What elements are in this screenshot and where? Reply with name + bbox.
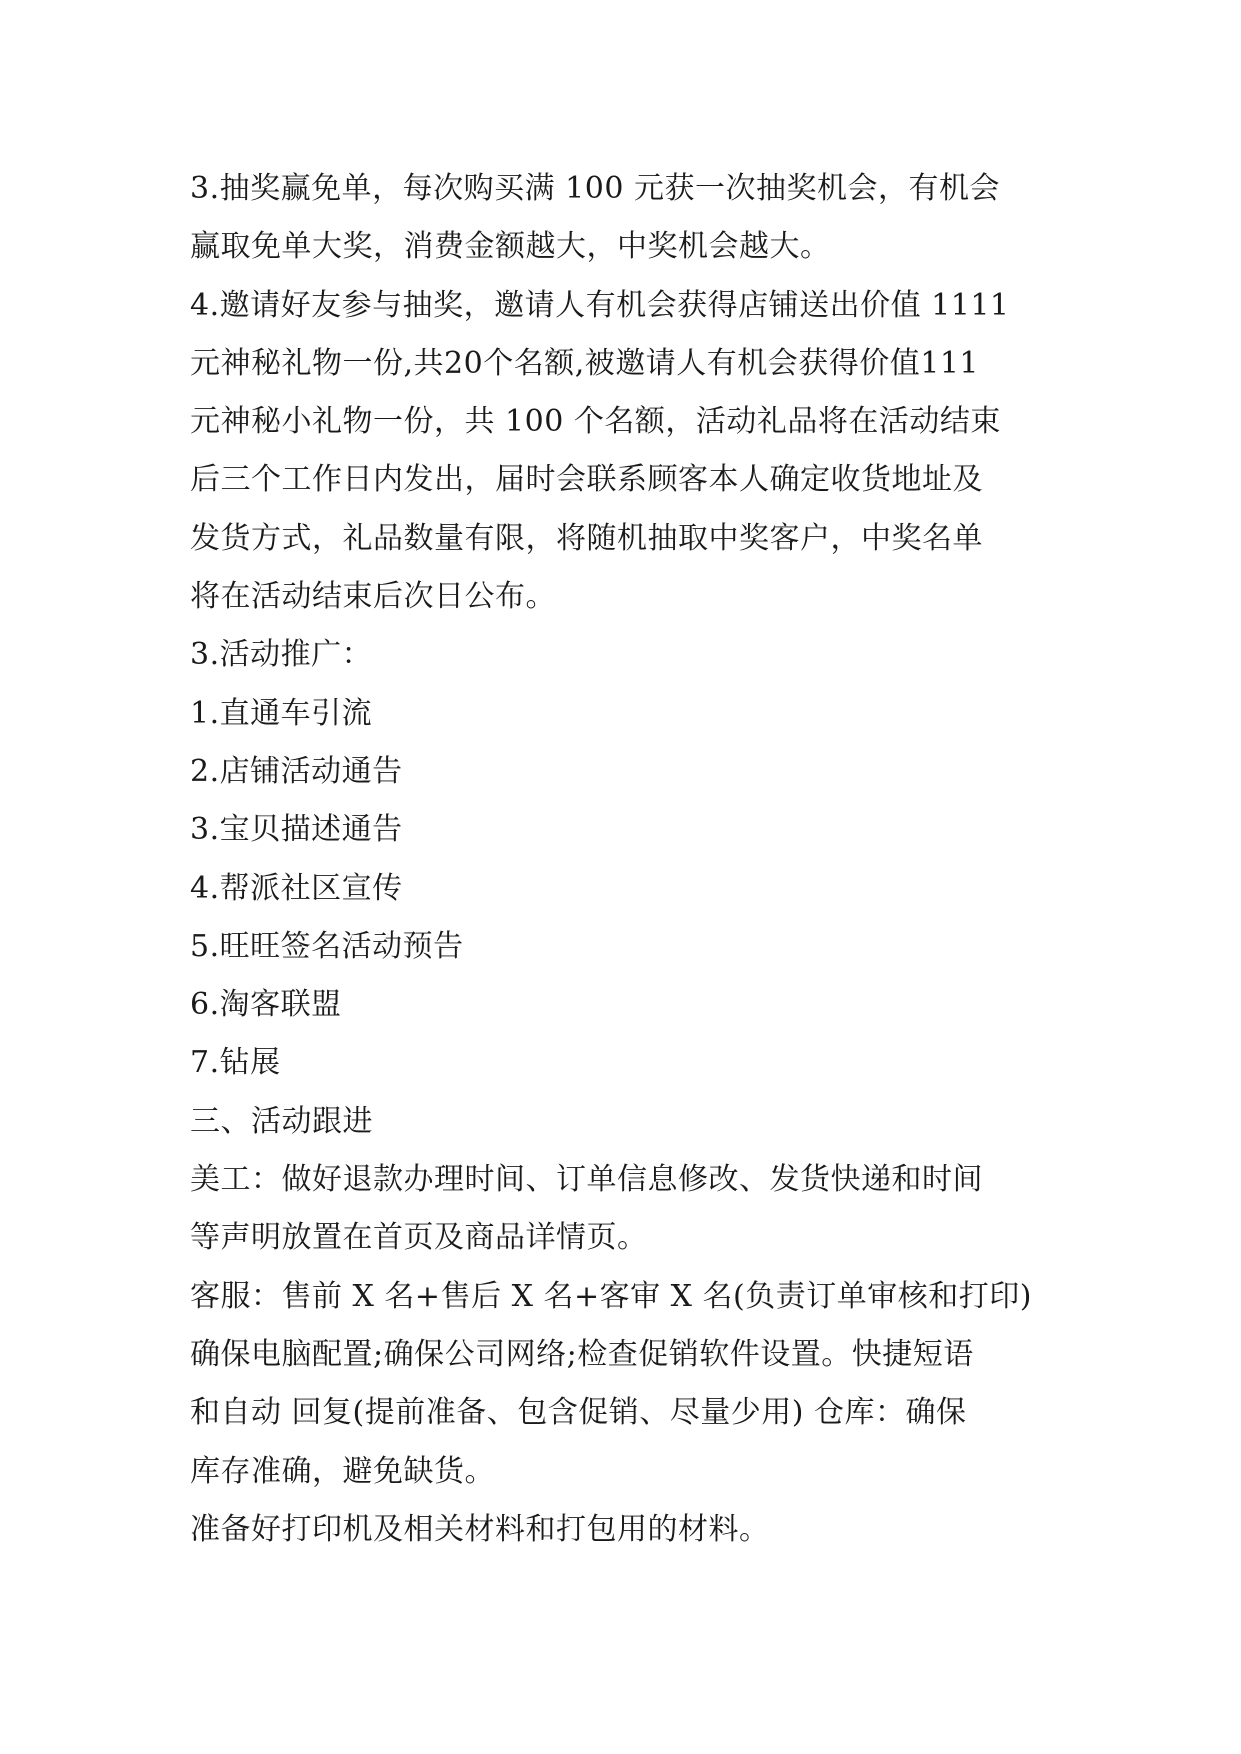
section-heading: 3.活动推广： — [190, 637, 373, 673]
text-line: 后三个工作日内发出，届时会联系顾客本人确定收货地址及 — [190, 462, 983, 498]
document-body — [190, 160, 1060, 1559]
text-line: 和自动 回复(提前准备、包含促销、尽量少用) 仓库：确保 — [190, 1395, 967, 1431]
section-heading: 三、活动跟进 — [190, 1103, 373, 1139]
list-item: 2.店铺活动通告 — [190, 753, 403, 789]
text-line: 库存准确，避免缺货。 — [190, 1453, 495, 1489]
list-item: 7.钻展 — [190, 1045, 281, 1081]
text-line: 美工：做好退款办理时间、订单信息修改、发货快递和时间 — [190, 1162, 983, 1198]
list-item: 5.旺旺签名活动预告 — [190, 928, 464, 964]
text-line: 发货方式，礼品数量有限，将随机抽取中奖客户，中奖名单 — [190, 520, 983, 556]
text-line: 4.邀请好友参与抽奖，邀请人有机会获得店铺送出价值 1111 — [190, 287, 1010, 323]
list-item: 3.宝贝描述通告 — [190, 812, 403, 848]
list-item: 1.直通车引流 — [190, 695, 373, 731]
text-line: 将在活动结束后次日公布。 — [190, 579, 556, 615]
text-line: 元神秘礼物一份,共20个名额,被邀请人有机会获得价值111 — [190, 345, 980, 381]
text-line: 等声明放置在首页及商品详情页。 — [190, 1220, 648, 1256]
list-item: 6.淘客联盟 — [190, 987, 342, 1023]
text-line: 准备好打印机及相关材料和打包用的材料。 — [190, 1511, 770, 1547]
text-line: 确保电脑配置;确保公司网络;检查促销软件设置。快捷短语 — [190, 1336, 974, 1372]
text-line: 客服：售前 X 名+售后 X 名+客审 X 名(负责订单审核和打印) — [190, 1278, 1032, 1314]
text-line: 3.抽奖赢免单，每次购买满 100 元获一次抽奖机会，有机会 — [190, 171, 1000, 206]
text-line: 赢取免单大奖，消费金额越大，中奖机会越大。 — [190, 229, 831, 265]
list-item: 4.帮派社区宣传 — [190, 870, 403, 906]
text-line: 元神秘小礼物一份，共 100 个名额，活动礼品将在活动结束 — [190, 404, 1001, 440]
